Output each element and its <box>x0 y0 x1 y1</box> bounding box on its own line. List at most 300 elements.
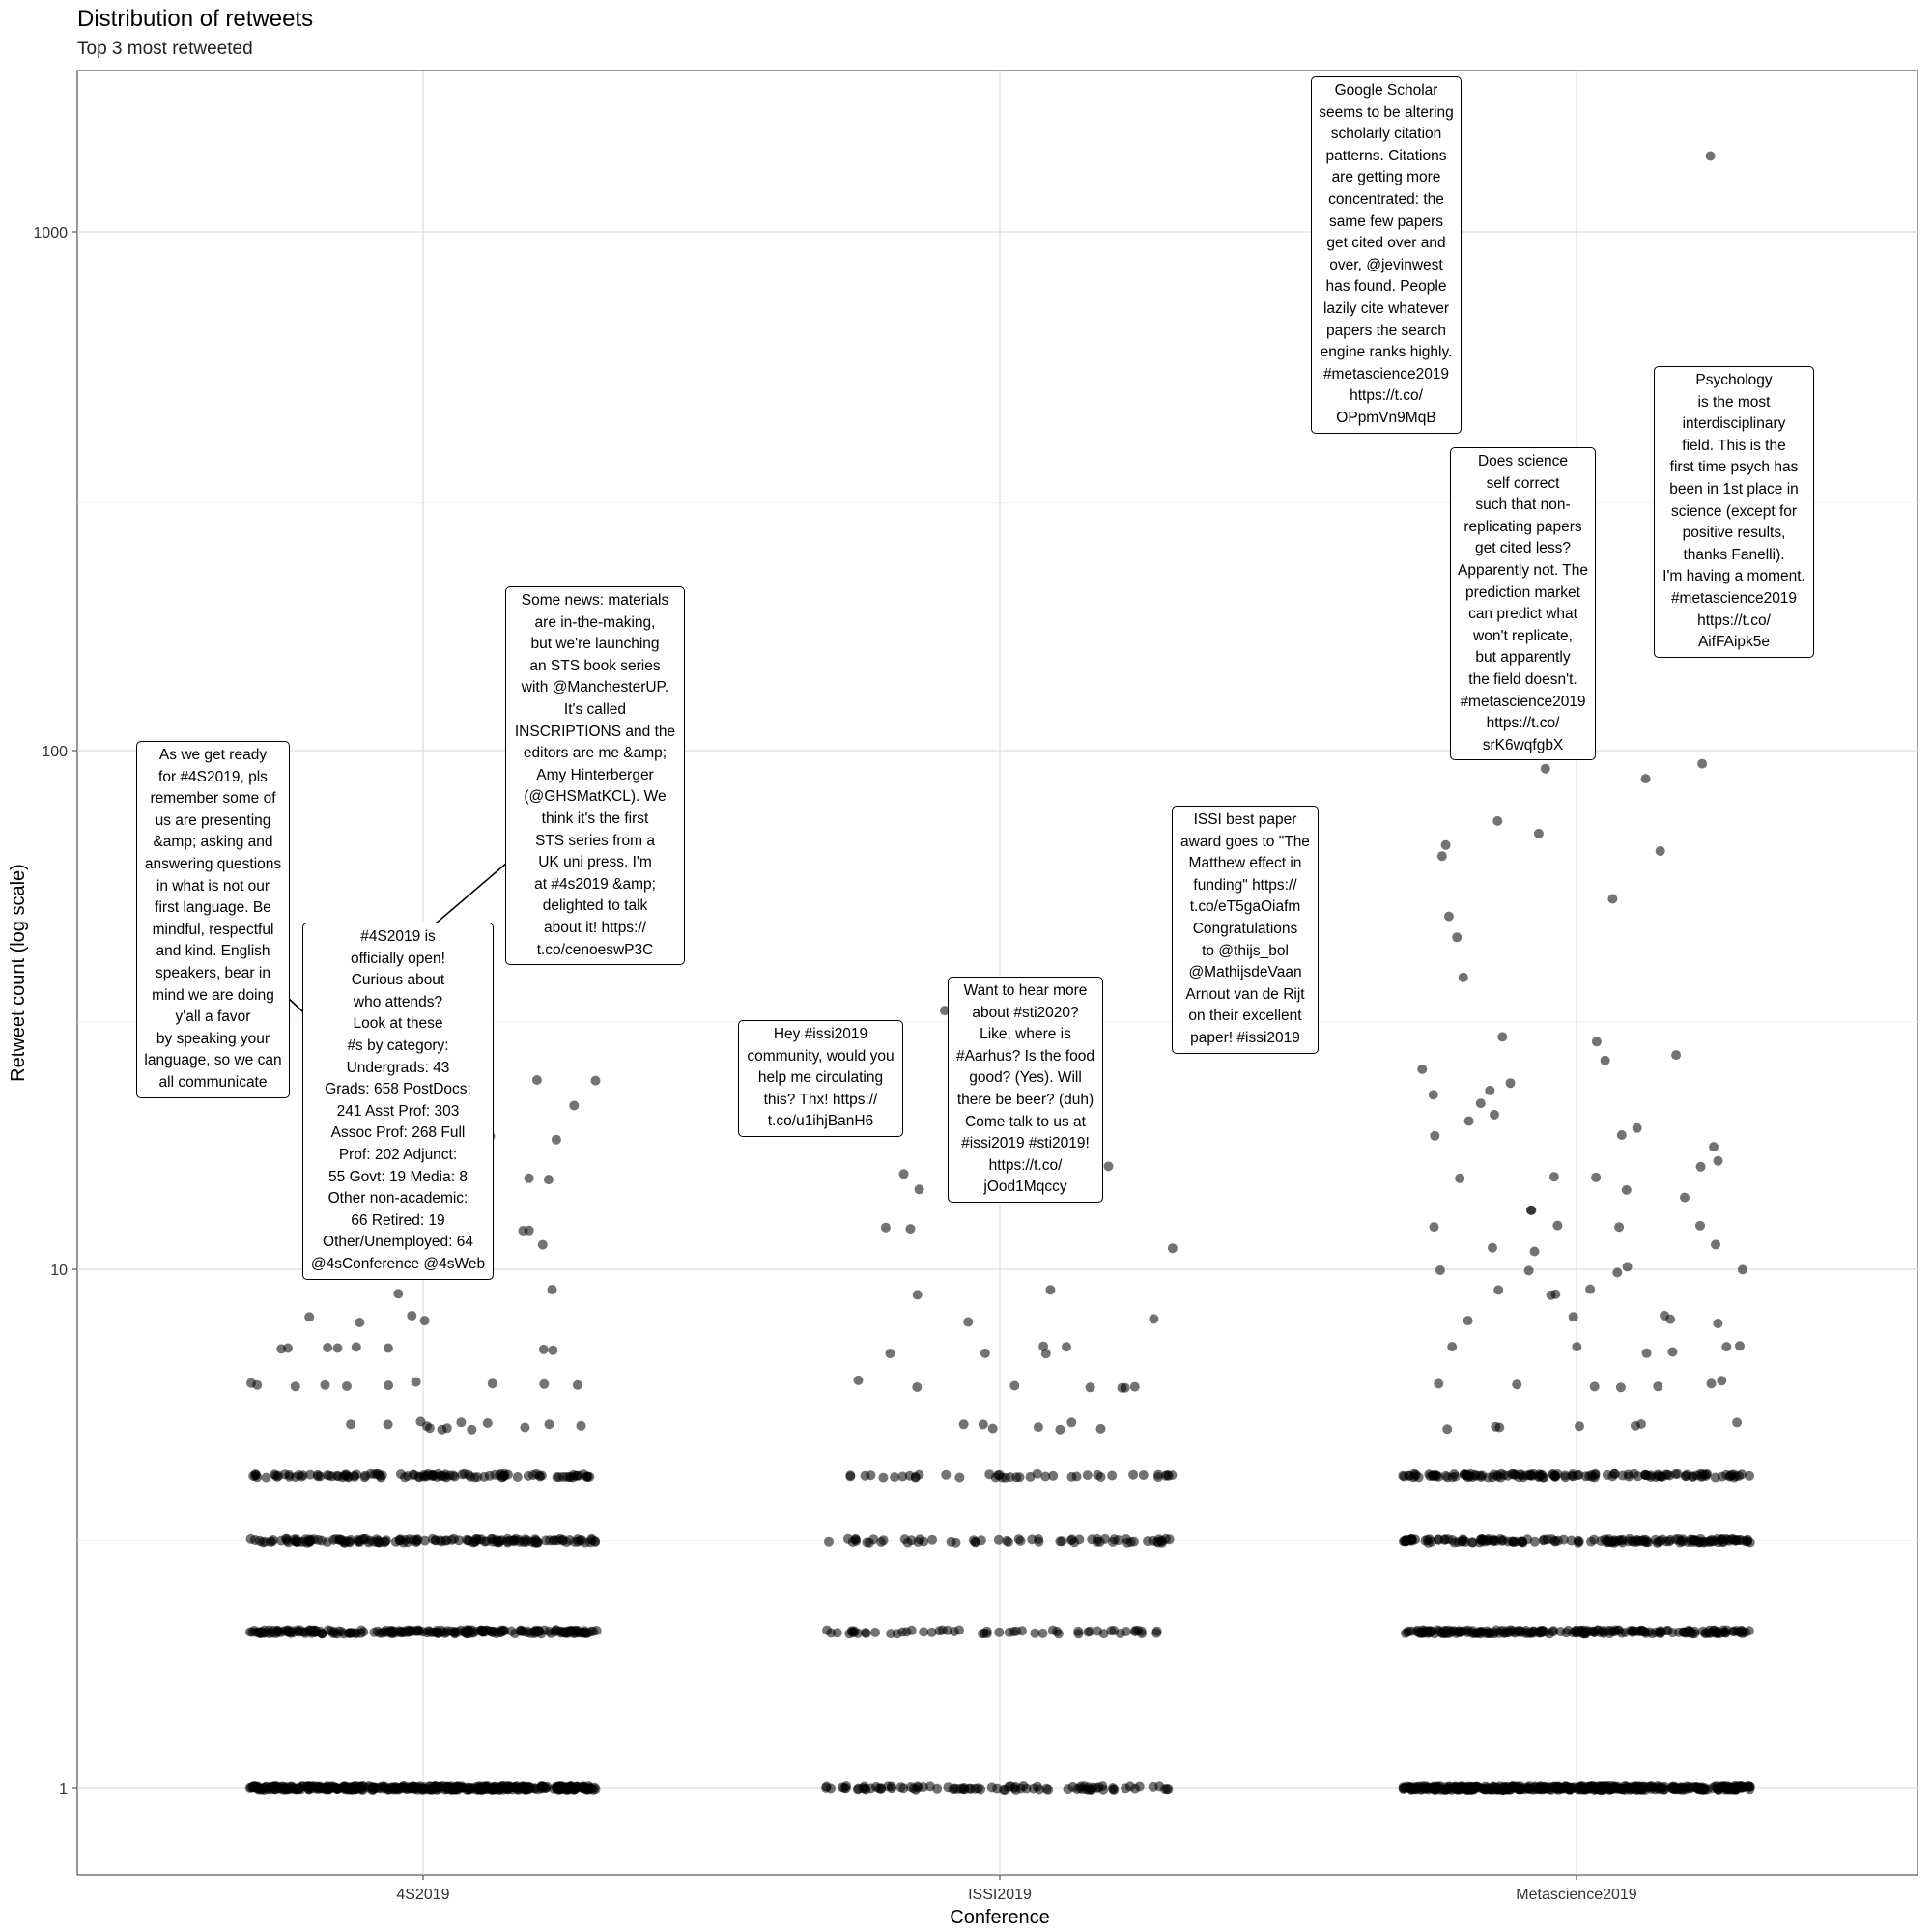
data-point <box>1714 1156 1723 1166</box>
annotation-4s-attendees: #4S2019 is officially open! Curious about who attends? Look at these #s by category: Undergrads: 43 Grads: 658 PostDocs: 241 Asst Prof: 303 Assoc Prof: 268 Full Prof: 202 Adjunct: 55 Govt: 19 Media: 8 Other non-academic: 66 Retired: 19 Other/Unemployed: 64 @4sConference @4sWeb <box>302 923 494 1280</box>
data-point <box>330 1629 340 1638</box>
data-point <box>1149 1314 1158 1323</box>
data-point <box>450 1627 460 1636</box>
data-point <box>932 1784 942 1794</box>
data-point <box>999 1785 1009 1795</box>
data-point <box>1449 1469 1459 1479</box>
data-point <box>901 1627 911 1636</box>
data-point <box>1518 1537 1527 1547</box>
data-point <box>854 1784 864 1794</box>
data-point <box>1590 1469 1600 1479</box>
data-point <box>1072 1784 1082 1794</box>
data-point <box>947 1537 956 1547</box>
data-point <box>577 1421 586 1431</box>
data-point <box>360 1471 370 1481</box>
data-point <box>1607 895 1617 904</box>
data-point <box>573 1782 582 1792</box>
data-point <box>548 1346 557 1355</box>
data-point <box>1589 1781 1599 1791</box>
annotation-4s-book-series: Some news: materials are in-the-making, but we're launching an STS book series with @ManchesterUP. It's called INSCRIPTIONS and the editors are me &amp; Amy Hinterberger (@GHSMatKCL). We think it's the first STS series from a UK uni press. I'm at #4s2019 &amp; delighted to talk about it! https:// t.co/cenoeswP3C <box>505 586 685 965</box>
annotation-4s-language: As we get ready for #4S2019, pls remember some of us are presenting &amp; asking and answering questions in what is not our first language. Be mindful, respectful and kind. English speakers, bear in mind we are doing y'all a favor by speaking your language, so we can all communicate <box>136 741 290 1098</box>
data-point <box>1559 1535 1569 1545</box>
data-point <box>582 1785 592 1795</box>
data-point <box>262 1473 271 1483</box>
data-point <box>1452 932 1462 942</box>
data-point <box>1441 840 1451 850</box>
data-point <box>1745 1471 1754 1481</box>
data-point <box>304 1312 314 1321</box>
data-point <box>1052 1627 1062 1636</box>
data-point <box>1121 1383 1130 1393</box>
data-point <box>1096 1424 1106 1434</box>
data-point <box>419 1782 429 1792</box>
data-point <box>963 1318 973 1327</box>
data-point <box>539 1379 549 1389</box>
data-point <box>1401 1536 1410 1546</box>
data-point <box>1062 1342 1071 1351</box>
data-point <box>1135 1782 1145 1792</box>
data-point <box>1631 1421 1640 1431</box>
data-point <box>1444 912 1454 922</box>
data-point <box>538 1240 548 1250</box>
data-point <box>376 1784 385 1794</box>
data-point <box>1488 1243 1497 1253</box>
data-point <box>1620 1628 1630 1637</box>
data-point <box>1642 1537 1652 1547</box>
data-point <box>1133 1626 1143 1635</box>
data-point <box>323 1343 332 1352</box>
data-point <box>861 1471 870 1481</box>
data-point <box>1416 1782 1426 1792</box>
data-point <box>1464 1117 1474 1126</box>
data-point <box>1107 1471 1117 1481</box>
data-point <box>1651 1535 1661 1545</box>
data-point <box>1710 1782 1719 1792</box>
data-point <box>1398 1471 1407 1481</box>
data-point <box>1460 1470 1469 1480</box>
data-point <box>428 1534 438 1544</box>
data-point <box>1530 1537 1540 1547</box>
data-point <box>441 1473 451 1483</box>
data-point <box>1653 1381 1662 1391</box>
data-point <box>483 1418 493 1428</box>
data-point <box>308 1781 318 1791</box>
data-point <box>488 1378 497 1388</box>
data-point <box>1431 1470 1440 1480</box>
data-point <box>927 1628 937 1637</box>
data-point <box>530 1534 540 1544</box>
annotation-meta-psychology: Psychology is the most interdisciplinary field. This is the first time psych has been in 1st place in science (except for positive results, thanks Fanelli). I'm having a moment. #metascience2019 https://t.co/ AifFAipk5e <box>1654 366 1814 658</box>
data-point <box>1613 1782 1623 1792</box>
data-point <box>1470 1629 1480 1638</box>
x-axis-label: Conference <box>950 1907 1050 1928</box>
data-point <box>1541 764 1550 774</box>
data-point <box>1476 1098 1486 1108</box>
data-point <box>1055 1425 1065 1435</box>
data-point <box>1524 1470 1534 1480</box>
data-point <box>938 1626 948 1635</box>
data-point <box>384 1344 393 1353</box>
data-point <box>1696 1162 1706 1172</box>
data-point <box>1671 1469 1681 1479</box>
data-point <box>1033 1469 1042 1479</box>
data-point <box>1108 1537 1118 1547</box>
data-point <box>1660 1311 1669 1321</box>
data-point <box>305 1470 315 1480</box>
data-point <box>1506 1078 1516 1088</box>
data-point <box>919 1627 928 1636</box>
data-point <box>434 1469 443 1479</box>
data-point <box>899 1169 909 1179</box>
data-point <box>871 1782 881 1792</box>
data-point <box>1623 1262 1633 1271</box>
data-point <box>1014 1534 1024 1544</box>
data-point <box>847 1627 857 1636</box>
data-point <box>1653 1469 1662 1479</box>
data-point <box>1098 1785 1108 1795</box>
data-point <box>1104 1161 1114 1171</box>
data-point <box>1568 1783 1577 1793</box>
data-point <box>1633 1535 1642 1545</box>
data-point <box>870 1628 880 1637</box>
data-point <box>1642 1349 1652 1358</box>
data-point <box>1728 1627 1738 1636</box>
data-point <box>959 1419 969 1429</box>
data-point <box>994 1535 1004 1545</box>
data-point <box>1437 851 1447 861</box>
data-point <box>401 1784 411 1794</box>
data-point <box>1015 1472 1025 1482</box>
data-point <box>1516 1626 1525 1635</box>
data-point <box>1149 1536 1158 1546</box>
data-point <box>409 1470 418 1480</box>
data-point <box>1072 1472 1082 1482</box>
data-point <box>1128 1470 1138 1480</box>
data-point <box>419 1470 429 1480</box>
data-point <box>1004 1537 1013 1547</box>
data-point <box>246 1534 256 1544</box>
data-point <box>462 1629 471 1638</box>
data-point <box>350 1471 359 1481</box>
data-point <box>352 1629 361 1638</box>
data-point <box>285 1783 295 1793</box>
data-point <box>548 1285 557 1294</box>
y-axis-label: Retweet count (log scale) <box>8 864 29 1082</box>
data-point <box>281 1534 291 1544</box>
data-point <box>456 1417 466 1427</box>
data-point <box>483 1781 493 1791</box>
data-point <box>1552 1221 1562 1231</box>
data-point <box>1590 1381 1600 1391</box>
data-point <box>1678 1536 1688 1546</box>
data-point <box>1139 1470 1149 1480</box>
data-point <box>384 1380 393 1390</box>
data-point <box>1064 1784 1073 1794</box>
data-point <box>1567 1471 1577 1481</box>
x-axis-ticks <box>396 1875 1636 1903</box>
data-point <box>1485 1086 1494 1095</box>
data-point <box>911 1785 921 1795</box>
data-point <box>1043 1785 1053 1795</box>
data-point <box>1632 1782 1641 1792</box>
data-point <box>913 1290 923 1299</box>
data-point <box>1745 1781 1754 1791</box>
data-point <box>1493 1285 1503 1294</box>
data-point <box>471 1534 481 1544</box>
annotation-meta-self-correct: Does science self correct such that non- replicating papers get cited less? Apparently not. The prediction market can predict what won't replicate, but apparently the field doesn't. #metascience2019 https://t.co/ srK6wqfgbX <box>1450 447 1596 760</box>
data-point <box>1556 1627 1566 1636</box>
data-point <box>1612 1267 1622 1277</box>
data-point <box>517 1626 526 1635</box>
data-point <box>338 1472 348 1482</box>
data-point <box>1498 1783 1508 1793</box>
data-point <box>1671 1050 1681 1060</box>
data-point <box>1534 829 1544 838</box>
data-point <box>1440 1534 1450 1544</box>
data-point <box>396 1469 406 1479</box>
data-point <box>1524 1265 1534 1275</box>
data-point <box>1668 1348 1678 1357</box>
data-point <box>272 1626 282 1635</box>
data-point <box>1121 1783 1130 1793</box>
data-point <box>915 1184 924 1194</box>
data-point <box>878 1473 888 1483</box>
data-point <box>1152 1627 1162 1636</box>
data-point <box>988 1424 998 1434</box>
data-point <box>1575 1421 1584 1431</box>
data-point <box>1122 1538 1132 1548</box>
data-point <box>1697 759 1707 769</box>
data-point <box>393 1289 403 1298</box>
data-point <box>1447 1342 1457 1351</box>
data-point <box>570 1537 580 1547</box>
data-point <box>954 1473 964 1483</box>
data-point <box>886 1629 895 1638</box>
data-point <box>1721 1342 1731 1351</box>
data-point <box>252 1472 262 1482</box>
data-point <box>821 1783 831 1793</box>
data-point <box>545 1535 554 1545</box>
data-point <box>1434 1378 1443 1388</box>
data-point <box>1458 1534 1467 1544</box>
data-point <box>1737 1626 1747 1635</box>
chart-title: Distribution of retweets <box>77 6 314 32</box>
data-point <box>1690 1627 1699 1636</box>
data-point <box>1746 1538 1755 1548</box>
data-point <box>1034 1422 1043 1432</box>
data-point <box>539 1345 549 1354</box>
data-point <box>1713 1319 1722 1328</box>
data-point <box>591 1784 601 1794</box>
data-point <box>1116 1629 1125 1638</box>
data-point <box>340 1783 350 1793</box>
data-point <box>525 1226 534 1236</box>
data-point <box>390 1782 400 1792</box>
data-point <box>1130 1382 1140 1392</box>
data-point <box>315 1471 325 1481</box>
data-point <box>1433 1625 1442 1634</box>
data-point <box>394 1626 404 1635</box>
data-point <box>544 1627 554 1636</box>
data-point <box>1508 1781 1518 1791</box>
data-point <box>903 1538 913 1548</box>
data-point <box>1083 1470 1093 1480</box>
data-point <box>1093 1627 1102 1636</box>
data-point <box>1108 1783 1118 1793</box>
data-point <box>342 1381 352 1391</box>
data-point <box>1543 1534 1552 1544</box>
y-tick-label: 1000 <box>33 225 68 242</box>
data-point <box>1490 1629 1499 1638</box>
data-point <box>412 1537 421 1547</box>
data-point <box>1430 1222 1439 1232</box>
data-point <box>291 1381 300 1391</box>
data-point <box>912 1382 922 1392</box>
data-point <box>321 1380 330 1390</box>
data-point <box>1700 1783 1710 1793</box>
data-point <box>581 1538 590 1548</box>
data-point <box>466 1472 475 1482</box>
data-point <box>1087 1534 1096 1544</box>
data-point <box>1430 1131 1439 1141</box>
data-point <box>1045 1285 1055 1294</box>
data-point <box>1506 1625 1516 1634</box>
data-point <box>497 1535 506 1545</box>
data-point <box>375 1471 384 1481</box>
data-point <box>270 1785 280 1795</box>
data-point <box>591 1076 601 1086</box>
data-point <box>1084 1785 1094 1795</box>
data-point <box>1603 1626 1612 1635</box>
data-point <box>442 1423 452 1433</box>
data-point <box>879 1535 889 1545</box>
data-point <box>1681 1471 1690 1481</box>
data-point <box>569 1101 579 1111</box>
data-point <box>531 1626 541 1635</box>
data-point <box>300 1627 310 1636</box>
data-point <box>1706 152 1716 161</box>
annotation-issi-sti2020: Want to hear more about #sti2020? Like, where is #Aarhus? Is the food good? (Yes). Will there be beer? (duh) Come talk to us at #issi2019 #sti2019! https://t.co/ jOod1Mqccy <box>948 977 1103 1203</box>
data-point <box>1656 1626 1665 1635</box>
data-point <box>249 1626 259 1635</box>
data-point <box>1641 774 1651 783</box>
data-point <box>1709 1142 1719 1151</box>
data-point <box>1083 1628 1093 1637</box>
data-point <box>415 1416 425 1426</box>
data-point <box>1421 1536 1431 1546</box>
data-point <box>333 1344 343 1353</box>
data-point <box>886 1349 895 1358</box>
data-point <box>1411 1470 1421 1480</box>
data-point <box>513 1472 523 1482</box>
data-point <box>502 1784 512 1794</box>
data-point <box>1018 1781 1028 1791</box>
data-point <box>325 1471 334 1481</box>
annotation-meta-google-scholar: Google Scholar seems to be altering scholarly citation patterns. Citations are getting more concentrated: the same few papers get cited over and over, @jevinwest has found. People lazily cite whatever papers the search engine ranks highly. #metascience2019 https://t.co/ OPpmVn9MqB <box>1311 76 1462 434</box>
data-point <box>1601 1056 1610 1065</box>
data-point <box>1574 1538 1583 1548</box>
data-point <box>1677 1785 1687 1795</box>
data-point <box>1633 1123 1642 1133</box>
data-point <box>583 1472 593 1482</box>
data-point <box>980 1349 990 1358</box>
y-axis-ticks <box>33 225 77 1798</box>
data-point <box>1074 1534 1084 1544</box>
data-point <box>521 1534 530 1544</box>
data-point <box>1406 1782 1416 1792</box>
data-point <box>826 1629 836 1638</box>
data-point <box>500 1471 510 1481</box>
y-tick-label: 10 <box>50 1263 68 1279</box>
data-point <box>974 1783 983 1793</box>
data-point <box>525 1174 534 1183</box>
data-point <box>913 1537 923 1547</box>
data-point <box>573 1626 582 1635</box>
data-point <box>906 1224 916 1234</box>
data-point <box>1066 1417 1076 1427</box>
data-point <box>1442 1424 1452 1434</box>
x-tick-label: Metascience2019 <box>1516 1887 1637 1903</box>
data-point <box>890 1472 899 1482</box>
data-point <box>1168 1243 1178 1253</box>
data-point <box>1535 1629 1545 1638</box>
data-point <box>1719 1628 1729 1637</box>
data-point <box>979 1419 988 1429</box>
data-point <box>1164 1471 1174 1481</box>
data-point <box>854 1376 864 1385</box>
data-point <box>1492 816 1502 826</box>
data-point <box>457 1781 467 1791</box>
data-point <box>944 1782 953 1792</box>
data-point <box>1585 1285 1595 1294</box>
data-point <box>1534 1469 1544 1479</box>
data-point <box>980 1629 989 1638</box>
data-point <box>1711 1239 1720 1249</box>
data-point <box>520 1423 529 1433</box>
data-point <box>1704 1629 1714 1638</box>
y-tick-label: 1 <box>59 1781 68 1798</box>
data-point <box>994 1628 1004 1637</box>
data-point <box>1617 1130 1627 1140</box>
data-point <box>841 1781 851 1791</box>
data-point <box>291 1536 300 1546</box>
data-point <box>1009 1381 1019 1391</box>
data-point <box>524 1471 533 1481</box>
data-point <box>971 1537 980 1547</box>
data-point <box>1569 1312 1578 1321</box>
data-point <box>1467 1537 1477 1547</box>
data-point <box>442 1782 452 1792</box>
data-point <box>1066 1535 1076 1545</box>
data-point <box>1450 1538 1460 1548</box>
x-tick-label: ISSI2019 <box>968 1887 1032 1903</box>
data-point <box>1668 1628 1678 1637</box>
data-point <box>280 1469 290 1479</box>
data-point <box>355 1318 364 1327</box>
data-point <box>1591 1173 1601 1182</box>
data-point <box>941 1470 951 1480</box>
data-point <box>1602 1535 1611 1545</box>
data-point <box>395 1535 405 1545</box>
data-point <box>1153 1472 1163 1482</box>
data-point <box>420 1316 430 1325</box>
chart-subtitle: Top 3 most retweeted <box>77 39 253 59</box>
data-point <box>1469 1784 1479 1794</box>
data-point <box>1149 1782 1158 1792</box>
data-point <box>1526 1206 1536 1215</box>
data-point <box>283 1628 293 1637</box>
data-point <box>851 1536 861 1546</box>
